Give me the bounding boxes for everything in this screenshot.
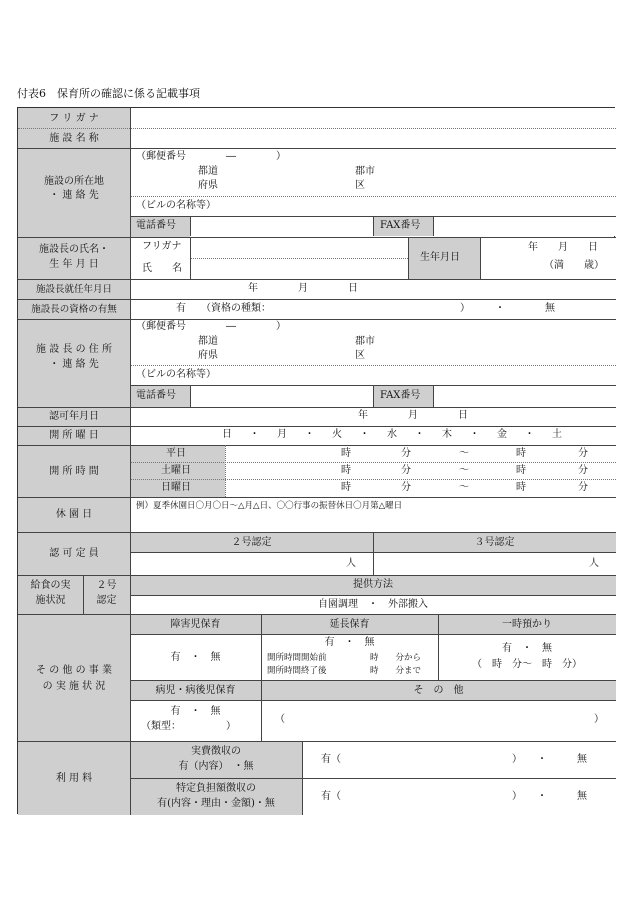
other-services-label-line1: そ の 他 の 事 業 (36, 665, 112, 676)
sunday-tilde: 〜 (459, 482, 469, 493)
extended-to-time: 時 分まで (370, 666, 422, 676)
day-sunday[interactable]: 日 (222, 429, 232, 440)
director-name-label-line1: 施設長の氏名・ (39, 244, 109, 255)
sunday-start-hour: 時 (341, 482, 351, 493)
saturday-start-hour: 時 (341, 465, 351, 476)
phone-field[interactable] (190, 216, 373, 236)
day-monday[interactable]: 月 (277, 429, 287, 440)
capacity-type2-unit: 人 (346, 558, 356, 569)
meal-label-line2: 施状況 (35, 595, 66, 606)
fee-specific-line1: 特定負担額徴収の (176, 783, 256, 794)
name-small-label: 氏 名 (142, 263, 182, 274)
day-separator: ・ (359, 429, 370, 440)
director-prefecture-top: 都道 (198, 336, 218, 347)
open-days-label: 開 所 曜 日 (49, 430, 99, 441)
furigana-small-label: フリガナ (142, 241, 182, 252)
fee-specific-yes: 有（ (321, 791, 341, 802)
hours-fields[interactable] (225, 445, 616, 497)
furigana-label: フ リ ガ ナ (49, 113, 99, 124)
other-services-label-line2: の 実 施 状 況 (42, 681, 106, 692)
qualification-yes: 有 （資格の種類： (176, 303, 271, 314)
birthdate-label: 生年月日 (420, 252, 460, 263)
approval-date-label: 認可年月日 (49, 411, 99, 422)
saturday-start-min: 分 (401, 465, 411, 476)
day-friday[interactable]: 金 (497, 429, 507, 440)
fee-label: 利 用 料 (55, 773, 93, 784)
sunday-end-min: 分 (578, 482, 588, 493)
day-separator: ・ (524, 429, 535, 440)
approval-date: 年 月 日 (358, 410, 468, 421)
fax-label: FAX番号 (380, 220, 421, 231)
other-header: そ の 他 (413, 685, 464, 696)
director-fax-label: FAX番号 (380, 390, 421, 401)
temp-care-yes-no[interactable]: 有 ・ 無 (502, 643, 552, 654)
weekday-end-min: 分 (578, 448, 588, 459)
director-address-label-line1: 施 設 長 の 住 所 (36, 344, 112, 355)
day-wednesday[interactable]: 水 (387, 429, 397, 440)
capacity-type3-unit: 人 (589, 558, 599, 569)
building-name-text: （ビルの名称等） (136, 200, 216, 211)
fee-actual-line2: 有（内容） ・無 (178, 761, 254, 772)
saturday-tilde: 〜 (459, 465, 469, 476)
extended-care-yes-no[interactable]: 有 ・ 無 (324, 637, 375, 648)
meal-label-line1: 給食の実 (30, 580, 71, 591)
weekday-end-hour: 時 (516, 448, 526, 459)
saturday-end-hour: 時 (516, 465, 526, 476)
open-hours-label: 開 所 時 間 (49, 466, 99, 477)
day-separator: ・ (414, 429, 425, 440)
extended-care-header: 延長保育 (329, 619, 370, 630)
capacity-type3-header: ３号認定 (474, 537, 515, 548)
director-phone-label: 電話番号 (136, 390, 176, 401)
address-label-line1: 施設の所在地 (44, 176, 104, 187)
hours-sunday-label: 日曜日 (161, 482, 191, 493)
appointment-label: 施設長就任年月日 (35, 284, 112, 295)
director-postal-code: （郵便番号 ― ） (136, 321, 286, 332)
other-paren-close: ） (594, 714, 604, 725)
facility-name-label: 施 設 名 称 (49, 133, 99, 144)
director-building-name: （ビルの名称等） (136, 369, 216, 380)
qualification-label: 施設長の資格の有無 (31, 304, 117, 315)
fee-actual-yes: 有（ (321, 754, 341, 765)
sick-care-type: （類型： ） (141, 721, 236, 732)
form-title: 付表6 保育所の確認に係る記載事項 (17, 87, 200, 100)
meal-type-line2: 認定 (96, 595, 117, 606)
temp-care-hours: （ 時 分〜 時 分） (472, 659, 582, 670)
meal-method-header: 提供方法 (353, 579, 393, 590)
fee-specific-close: ） ・ 無 (512, 791, 587, 802)
saturday-end-min: 分 (578, 465, 588, 476)
sunday-end-hour: 時 (516, 482, 526, 493)
weekday-start-min: 分 (401, 448, 411, 459)
weekday-start-hour: 時 (341, 448, 351, 459)
closed-days-label: 休 園 日 (55, 509, 93, 520)
fee-actual-close: ） ・ 無 (512, 754, 587, 765)
open-days-list (222, 429, 562, 441)
temp-care-header: 一時預かり (502, 619, 552, 630)
capacity-type2-header: ２号認定 (231, 537, 272, 548)
day-separator: ・ (249, 429, 260, 440)
extended-before-label: 開所時間開始前 (267, 653, 327, 663)
meal-type-line1: ２号 (96, 580, 117, 591)
capacity-label: 認 可 定 員 (49, 548, 99, 559)
prefecture-bottom: 府県 (198, 180, 218, 191)
closed-days-example: 例）夏季休園日〇月〇日〜△月△日、〇〇行事の振替休日〇月第△曜日 (136, 501, 403, 511)
sick-care-header: 病児・病後児保育 (155, 685, 236, 696)
director-city-top: 郡市 (355, 336, 375, 347)
age-text: （満 歳） (544, 260, 604, 271)
birthdate-ymd: 年 月 日 (528, 242, 598, 253)
day-separator: ・ (469, 429, 480, 440)
extended-after-label: 開所時間終了後 (267, 666, 327, 676)
disability-care-yes-no[interactable]: 有 ・ 無 (170, 652, 221, 663)
city-top: 郡市 (355, 166, 375, 177)
fee-actual-line1: 実費徴収の (191, 746, 241, 757)
hours-weekday-label: 平日 (166, 448, 186, 459)
day-separator: ・ (304, 429, 315, 440)
appointment-date: 年 月 日 (248, 283, 358, 294)
director-city-bottom: 区 (355, 350, 365, 361)
director-address-label-line2: ・ 連 絡 先 (49, 359, 99, 370)
director-name-label-line2: 生 年 月 日 (49, 259, 99, 270)
director-prefecture-bottom: 府県 (198, 350, 218, 361)
hours-saturday-label: 土曜日 (161, 465, 191, 476)
fee-specific-line2: 有(内容・理由・金額)・無 (157, 798, 275, 809)
sunday-start-min: 分 (401, 482, 411, 493)
meal-method-options: 自園調理 ・ 外部搬入 (318, 599, 428, 610)
day-saturday[interactable]: 土 (552, 429, 562, 440)
other-paren-open: （ (275, 714, 285, 725)
weekday-tilde: 〜 (459, 448, 469, 459)
qualification-close: ） ・ 無 (460, 303, 555, 314)
sick-care-yes-no[interactable]: 有 ・ 無 (170, 706, 221, 717)
extended-from-time: 時 分から (370, 653, 422, 663)
application-form (17, 107, 615, 814)
day-thursday[interactable]: 木 (442, 429, 452, 440)
postal-code-text: （郵便番号 ― ） (136, 151, 286, 162)
address-label-line2: ・ 連 絡 先 (49, 190, 99, 201)
fax-field[interactable] (433, 216, 616, 236)
city-bottom: 区 (355, 180, 365, 191)
phone-label: 電話番号 (136, 220, 176, 231)
day-tuesday[interactable]: 火 (332, 429, 342, 440)
prefecture-top: 都道 (198, 166, 218, 177)
disability-care-header: 障害児保育 (170, 619, 221, 630)
